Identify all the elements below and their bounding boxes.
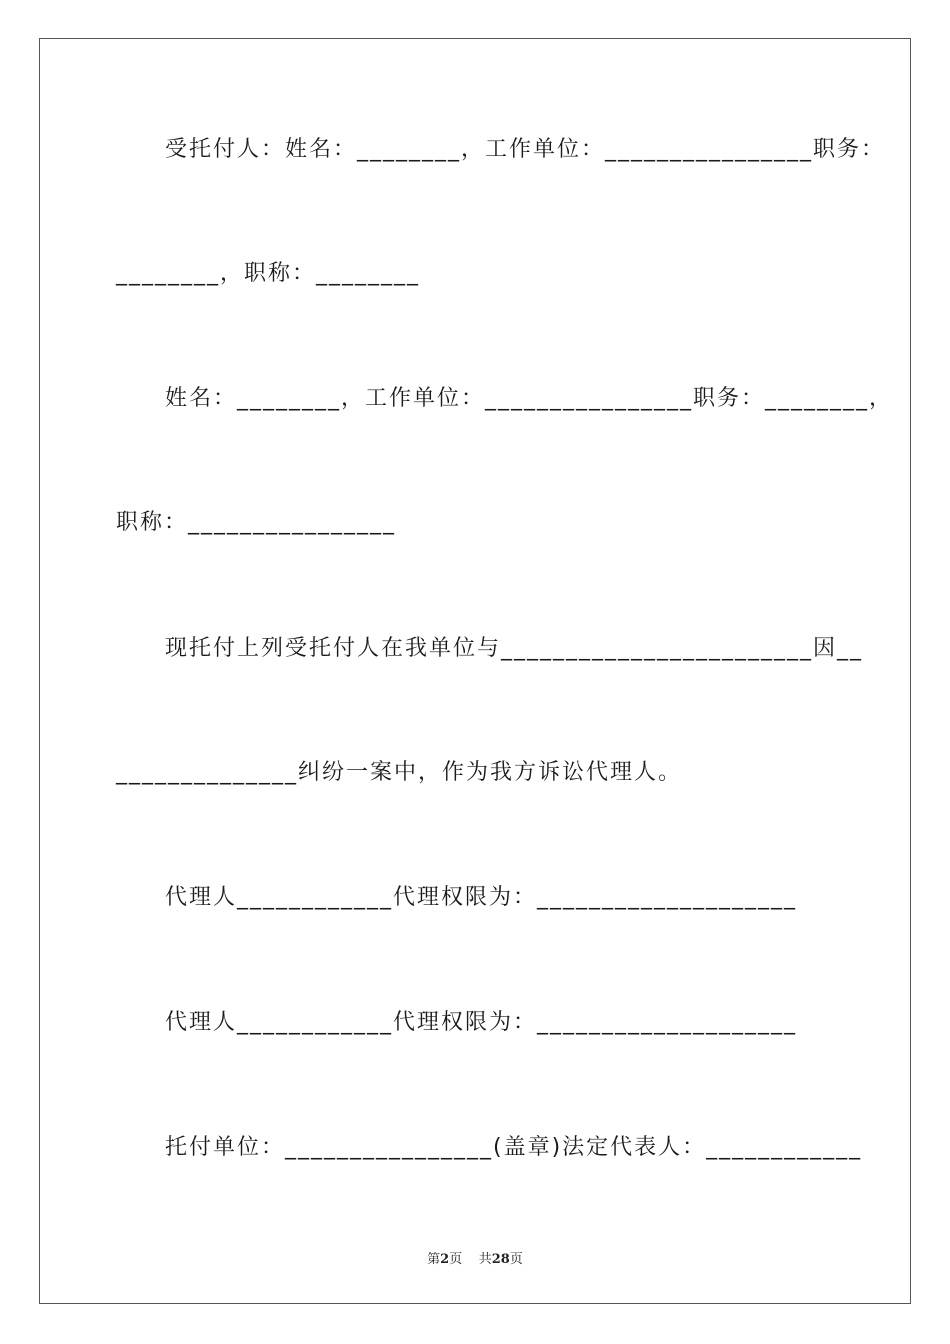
paragraph-trustee-1: 受托付人：姓名：________，工作单位：________________职务： — [165, 137, 886, 162]
page-border — [39, 38, 911, 1304]
footer-total-pages: 28 — [491, 1252, 510, 1267]
footer-total-suffix: 页 — [509, 1252, 523, 1267]
footer-total-prefix: 共 — [478, 1252, 492, 1267]
paragraph-agent-1: 代理人____________代理权限为：____________________ — [165, 885, 798, 910]
paragraph-trustee-2: 姓名：________，工作单位：________________职务：________， — [165, 386, 894, 411]
paragraph-trustee-1-cont: ________，职称：________ — [116, 261, 421, 286]
footer-page-suffix: 页 — [449, 1252, 463, 1267]
paragraph-entrust: 现托付上列受托付人在我单位与________________________因__ — [165, 636, 864, 661]
footer-page-number: 2 — [440, 1252, 450, 1267]
footer-page-prefix: 第 — [427, 1252, 441, 1267]
paragraph-entrust-cont: ______________纠纷一案中，作为我方诉讼代理人。 — [116, 760, 683, 785]
paragraph-agent-2: 代理人____________代理权限为：____________________ — [165, 1010, 798, 1035]
page-footer — [0, 1248, 950, 1267]
paragraph-signature: 托付单位：________________(盖章)法定代表人：____________ — [165, 1135, 863, 1160]
paragraph-trustee-2-cont: 职称：________________ — [116, 510, 397, 535]
